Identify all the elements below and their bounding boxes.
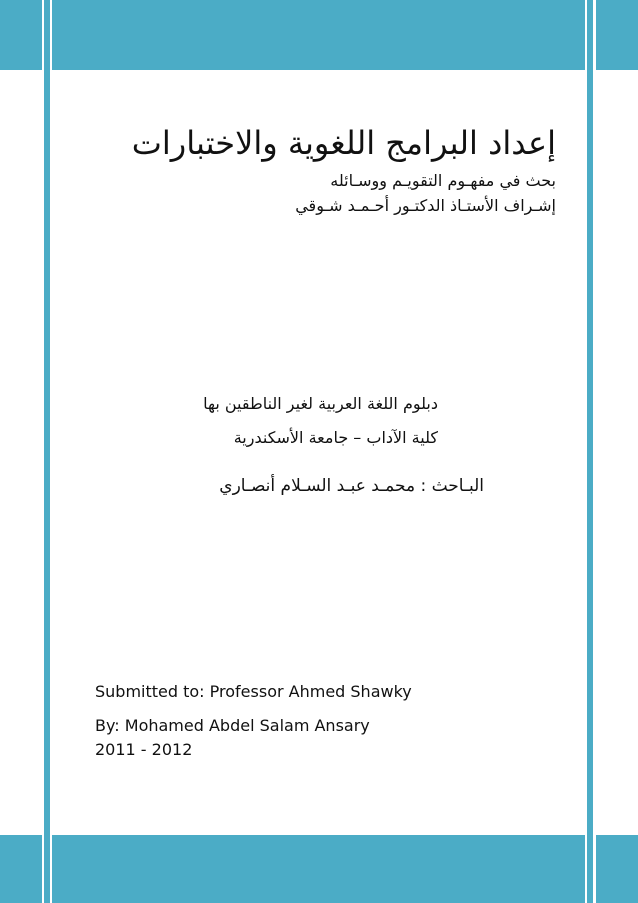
bottom-band-right — [596, 835, 638, 903]
right-border-line — [587, 0, 593, 903]
supervisor-line: إشـراف الأستـاذ الدكتـور أحـمـد شـوقي — [295, 196, 556, 215]
top-band-left — [0, 0, 42, 70]
faculty-line: كلية الآداب – جامعة الأسكندرية — [233, 428, 438, 447]
academic-years: 2011 - 2012 — [95, 740, 193, 759]
bottom-band-center — [52, 835, 585, 903]
bottom-band-left — [0, 835, 42, 903]
program-line: دبلوم اللغة العربية لغير الناطقين بها — [203, 394, 438, 413]
submitted-to-line: Submitted to: Professor Ahmed Shawky — [95, 682, 412, 701]
top-band-center — [52, 0, 585, 70]
top-band-right — [596, 0, 638, 70]
researcher-line: البـاحث : محمـد عبـد السـلام أنصـاري — [219, 476, 484, 496]
subtitle: بحث في مفهـوم التقويـم ووسـائله — [330, 171, 556, 190]
author-line: By: Mohamed Abdel Salam Ansary — [95, 716, 370, 735]
left-border-line — [44, 0, 50, 903]
page-title: إعداد البرامج اللغوية والاختبارات — [131, 124, 556, 162]
